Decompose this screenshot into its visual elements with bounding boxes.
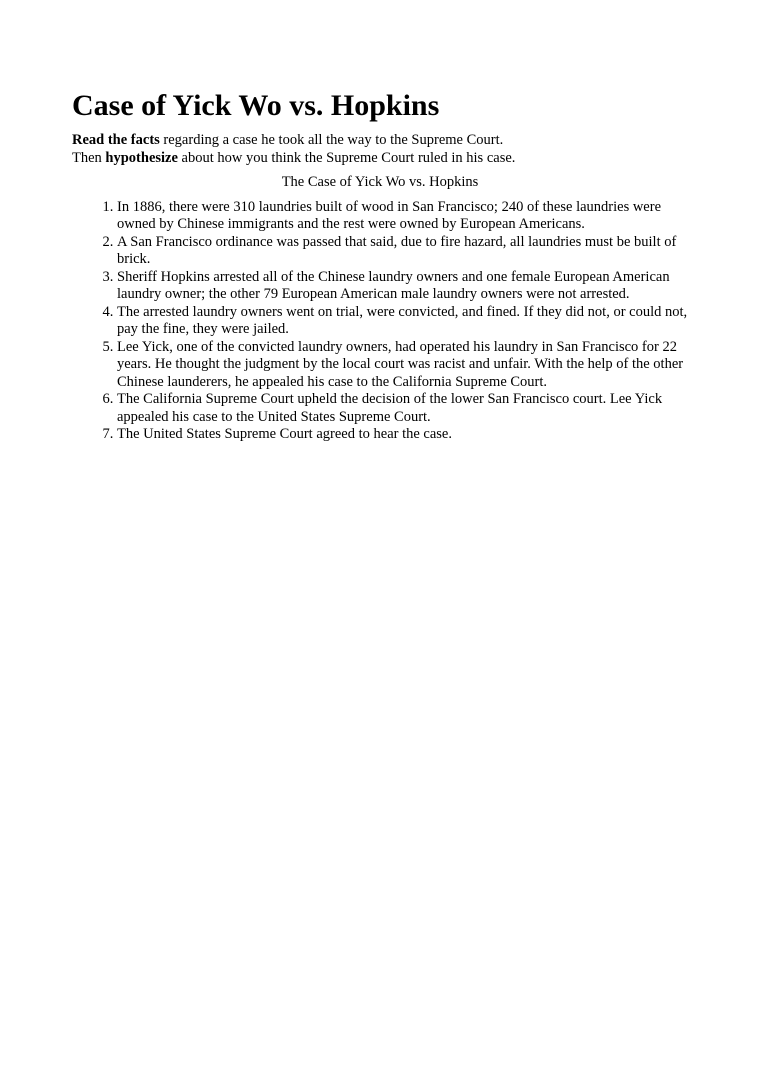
facts-list <box>72 199 688 444</box>
fact-item: 7. The United States Supreme Court agreed to hear the case. <box>117 426 688 444</box>
intro-line-2-text: about how you think the Supreme Court ruled in his case. <box>177 149 516 166</box>
fact-item: 2. A San Francisco ordinance was passed that said, due to fire hazard, all laundries must be built of brick. <box>117 234 688 269</box>
document-title: Case of Yick Wo vs. Hopkins <box>72 89 440 122</box>
fact-item: 5. Lee Yick, one of the convicted laundry owners, had operated his laundry in San Francisco for 22 years. He thought the judgment by the local court was racist and unfair. With the help of the other Chinese launderers, he appealed his case to the California Supreme Court. <box>117 339 688 392</box>
intro-line-2-start: Then <box>72 149 106 166</box>
fact-item: 4. The arrested laundry owners went on trial, were convicted, and fined. If they did not, or could not, pay the fine, they were jailed. <box>117 304 688 339</box>
intro-line-1 <box>72 132 688 150</box>
intro-line-2 <box>72 150 688 168</box>
intro-line-1-text: regarding a case he took all the way to the Supreme Court. <box>159 132 504 148</box>
fact-item: 3. Sheriff Hopkins arrested all of the Chinese laundry owners and one female European American laundry owner; the other 79 European American male laundry owners were not arrested. <box>117 269 688 304</box>
case-subtitle: The Case of Yick Wo vs. Hopkins <box>281 174 479 190</box>
fact-item: 1. In 1886, there were 310 laundries built of wood in San Francisco; 240 of these laundries were owned by Chinese immigrants and the rest were owned by European Americans. <box>117 199 688 234</box>
fact-item: 6. The California Supreme Court upheld the decision of the lower San Francisco court. Lee Yick appealed his case to the United States Supreme Court. <box>117 391 688 426</box>
intro-hypothesize: hypothesize <box>105 149 178 166</box>
intro-read-facts: Read the facts <box>72 132 160 148</box>
